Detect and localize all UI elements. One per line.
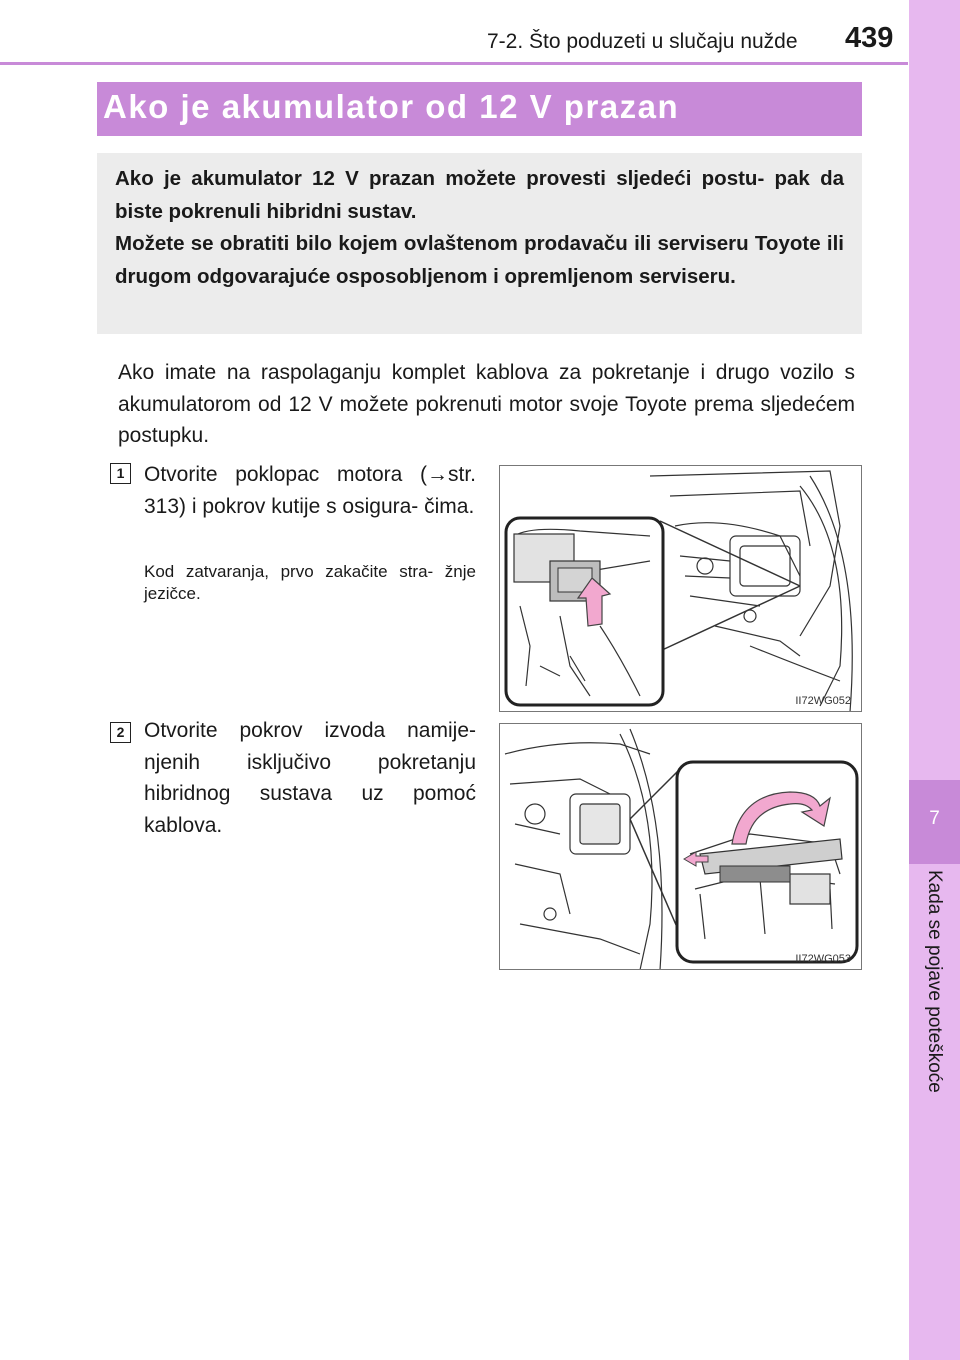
intro-paragraph: Ako imate na raspolaganju komplet kablova za pokretanje i drugo vozilo s akumulatorom od 12 V možete pokrenuti motor svoje Toyote prema sljedećem postupku. [118,361,855,447]
figure-code-1: II72WG052 [795,695,851,707]
page-title: Ako je akumulator od 12 V prazan [103,88,680,125]
engine-bay-illustration-2 [500,724,862,970]
side-tab [909,0,960,1360]
figure-jump-start-terminal-cover [499,723,862,970]
page-number: 439 [845,22,894,54]
step-1-text: Otvorite poklopac motora (→str. 313) i pokrov kutije s osigura- čima. [144,463,476,518]
summary-paragraph-1: Ako je akumulator 12 V prazan možete provesti sljedeći postu- pak da biste pokrenuli hibridni sustav. [115,167,844,223]
step-number-1: 1 [110,463,131,484]
step-number-2: 2 [110,722,131,743]
summary-box [97,153,862,334]
engine-bay-illustration-1 [500,466,862,712]
chapter-number: 7 [929,808,940,829]
chapter-title: Kada se pojave poteškoće [924,870,945,1093]
header-rule [0,62,908,65]
step-2-text: Otvorite pokrov izvoda namije- njenih isključivo pokretanju hibridnog sustava uz pomoć kablova. [144,719,476,837]
figure-fuse-box-cover [499,465,862,712]
step-1-note: Kod zatvaranja, prvo zakačite stra- žnje jezičce. [144,562,476,603]
figure-code-2: II72WG053 [795,953,851,965]
section-label: 7-2. Što poduzeti u slučaju nužde [487,30,798,53]
summary-paragraph-2: Možete se obratiti bilo kojem ovlaštenom prodavaču ili serviseru Toyote ili drugom odgovarajuće osposobljenom i opremljenom serviseru. [115,232,844,288]
